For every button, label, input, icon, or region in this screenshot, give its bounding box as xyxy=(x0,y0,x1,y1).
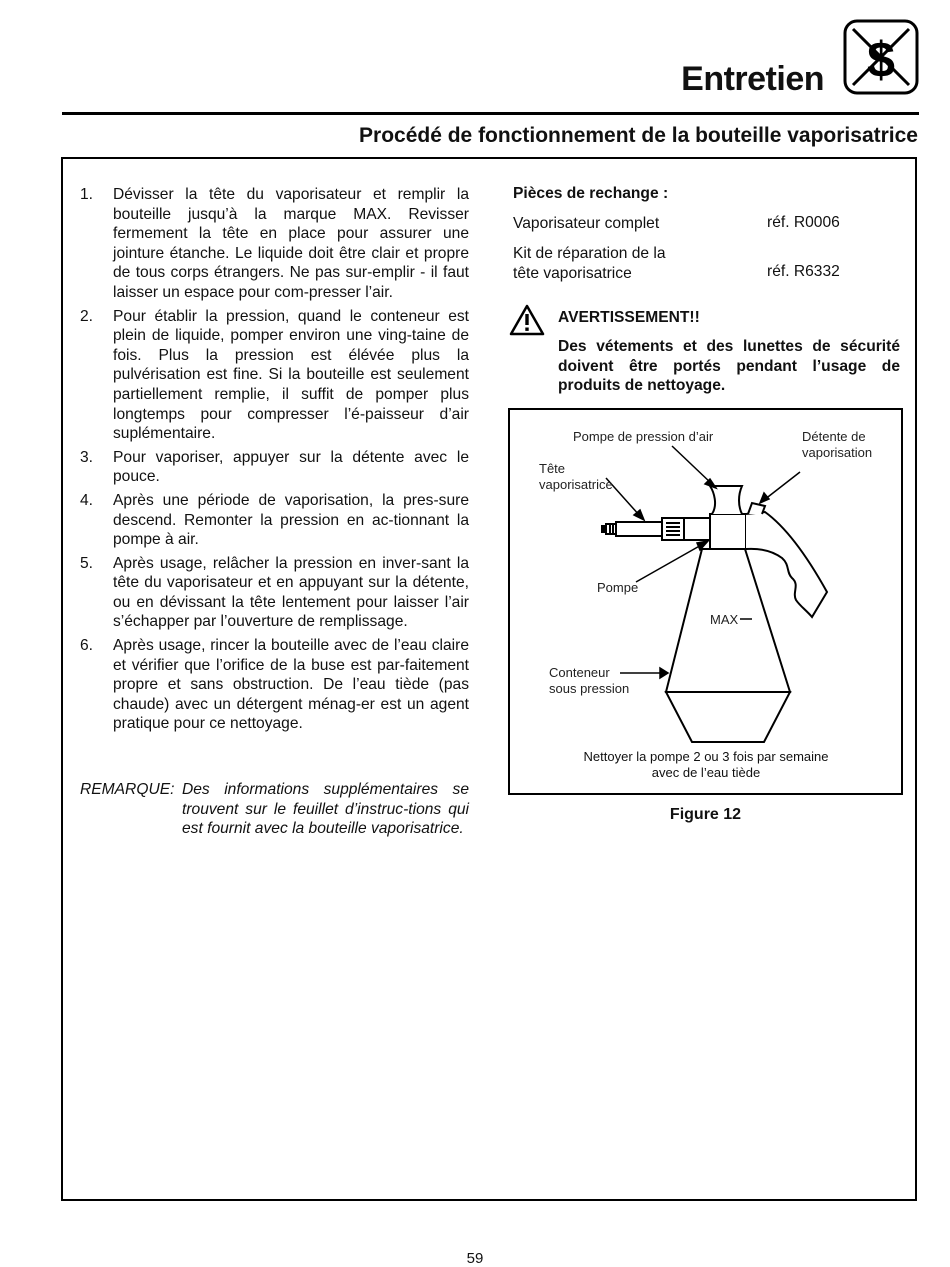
pump-head xyxy=(710,514,746,549)
part-ref: réf. R6332 xyxy=(767,263,840,280)
label-spray-head: Tête vaporisatrice xyxy=(539,461,613,492)
step-number: 2. xyxy=(80,307,94,325)
part-name: Kit de réparation de la tête vaporisatrice xyxy=(513,245,666,282)
step-text: Après usage, relâcher la pression en inver-sant la tête du vaporisateur et en appuyant sur la détente, ou en dévissant la tête lentement pour laisser l’air s’échapper par l’ouverture de remplissage. xyxy=(113,554,469,631)
bottle-base xyxy=(666,692,790,742)
step-number: 1. xyxy=(80,186,94,203)
step-text: Pour vaporiser, appuyer sur la détente avec le pouce. xyxy=(113,448,469,486)
label-trigger: Détente de vaporisation xyxy=(802,429,873,460)
warning-title: AVERTISSEMENT!! xyxy=(558,309,700,326)
step-text: Après usage, rincer la bouteille avec de l’eau claire et vérifier que l’orifice de la buse est par-faitement propre et sans obstruction. De l’eau tiède (pas chaude) avec un détergent ménag-er est un agent pratique pour ce nettoyage. xyxy=(113,637,469,733)
svg-text:$: $ xyxy=(867,32,895,88)
label-pump-pressure: Pompe de pression d’air xyxy=(573,429,714,444)
parts-title: Pièces de rechange : xyxy=(513,185,669,202)
page-number: 59 xyxy=(466,1250,484,1267)
step-number: 5. xyxy=(80,554,94,572)
label-pump: Pompe xyxy=(597,580,639,595)
remark-label: REMARQUE: xyxy=(80,781,175,798)
spray-tube xyxy=(616,522,662,536)
page-title: Entretien xyxy=(681,60,824,98)
label-container: Conteneur sous pression xyxy=(549,665,630,696)
part-ref: réf. R0006 xyxy=(767,214,840,231)
pump-cap xyxy=(710,486,742,514)
step-number: 6. xyxy=(80,637,94,655)
step-text: Pour établir la pression, quand le conteneur est plein de liquide, pomper environ une ving-taine de fois. Plus la pression est élévée plus la pulvérisation est fine. Si la bouteille est seulement partiellement remplie, il suffit de pomper plus longtemps pour compresser l’é-paisseur d’air suplémentaire. xyxy=(113,307,469,443)
step-number: 3. xyxy=(80,448,94,466)
figure-caption: Nettoyer la pompe 2 ou 3 fois par semaine avec de l’eau tiède xyxy=(583,749,829,780)
step-text: Dévisser la tête du vaporisateur et remplir la bouteille jusqu’à la marque MAX. Revisser fermement la tête en place pour assurer une jointure étanche. Le liquide doit être clair et propre de tous corps étrangers. Ne pas sur-emplir - il faut laisser un espace pour com-presser l’air. xyxy=(113,186,469,301)
step-number: 4. xyxy=(80,491,94,509)
remark-text: Des informations supplémentaires se trouvent sur le feuillet d’instruc-tions qui est fournit avec la bouteille vaporisatrice. xyxy=(182,781,469,838)
warning-text: Des vétements et des lunettes de sécurité doivent être portés pendant l’usage de produits de nettoyage. xyxy=(558,338,900,395)
part-name: Vaporisateur complet xyxy=(513,215,660,232)
step-text: Après une période de vaporisation, la pres-sure descend. Remonter la pression en ac-tionnant la pompe à air. xyxy=(113,491,469,549)
label-max: MAX xyxy=(710,612,739,627)
figure-number: Figure 12 xyxy=(669,806,742,823)
section-title: Procédé de fonctionnement de la bouteille vaporisatrice xyxy=(359,124,918,147)
trigger xyxy=(748,503,765,514)
